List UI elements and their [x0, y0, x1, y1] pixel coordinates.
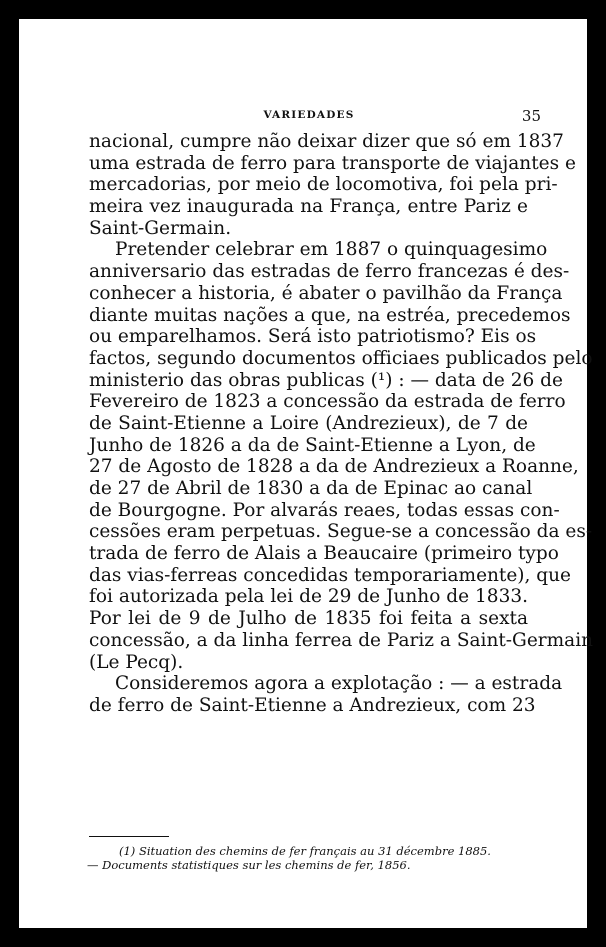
text-line: meira vez inaugurada na França, entre Pariz e [89, 196, 528, 218]
paragraph-2 [89, 239, 594, 673]
footnote-rule [89, 836, 169, 837]
text-line: diante muitas nações a que, na estréa, precedemos [89, 304, 571, 326]
text-line: mercadorias, por meio de locomotiva, foi pela pri- [89, 174, 558, 196]
footnote [87, 844, 529, 872]
text-line: Consideremos agora a explotação : — a estrada [115, 673, 563, 695]
paragraph-1 [89, 131, 576, 239]
text-line: nacional, cumpre não deixar dizer que só em 1837 [89, 131, 564, 152]
paragraph-3 [89, 673, 563, 716]
text-line: Pretender celebrar em 1887 o quinquagesimo [115, 239, 548, 261]
text-line: foi autorizada pela lei de 29 de Junho de 1833. [89, 586, 528, 608]
text-line: anniversario das estradas de ferro francezas é des- [89, 261, 570, 283]
page-header [89, 107, 541, 131]
text-line: trada de ferro de Alais a Beaucaire (primeiro typo [89, 543, 559, 565]
text-line: (Le Pecq). [89, 651, 184, 673]
running-title: VARIEDADES [263, 109, 355, 121]
footnote-line: — Documents statistiques sur les chemins de fer, 1856. [87, 858, 411, 872]
text-line: ou emparelhamos. Será isto patriotismo? Eis os [89, 326, 537, 348]
text-line: de Saint-Etienne a Loire (Andrezieux), de 7 de [89, 412, 528, 434]
text-line: concessão, a da linha ferrea de Pariz a Saint-Germain [89, 629, 594, 651]
book-page [19, 19, 594, 928]
footnote-line: (1) Situation des chemins de fer français au 31 décembre 1885. [119, 844, 491, 858]
text-line: factos, segundo documentos officiaes publicados pelo [89, 347, 593, 369]
text-line: Junho de 1826 a da de Saint-Etienne a Lyon, de [89, 434, 536, 456]
text-line: ministerio das obras publicas (¹) : — data de 26 de [89, 369, 563, 391]
text-line: Saint-Germain. [89, 217, 232, 239]
text-line: 27 de Agosto de 1828 a da de Andrezieux a Roanne, [89, 456, 579, 478]
text-line: cessões eram perpetuas. Segue-se a concessão da es- [89, 521, 593, 543]
page-number: 35 [521, 107, 541, 125]
text-line: de 27 de Abril de 1830 a da de Epinac ao canal [89, 478, 533, 499]
text-line: Por lei de 9 de Julho de 1835 foi feita a sexta [89, 608, 528, 630]
body-text [89, 131, 594, 717]
text-line: de Bourgogne. Por alvarás reaes, todas essas con- [89, 499, 560, 521]
text-line: conhecer a historia, é abater o pavilhão da França [89, 282, 563, 304]
text-line: de ferro de Saint-Etienne a Andrezieux, com 23 [89, 694, 536, 716]
text-line: Fevereiro de 1823 a concessão da estrada de ferro [89, 391, 566, 413]
text-line: das vias-ferreas concedidas temporariamente), que [89, 564, 571, 586]
text-line: uma estrada de ferro para transporte de viajantes e [89, 152, 576, 174]
